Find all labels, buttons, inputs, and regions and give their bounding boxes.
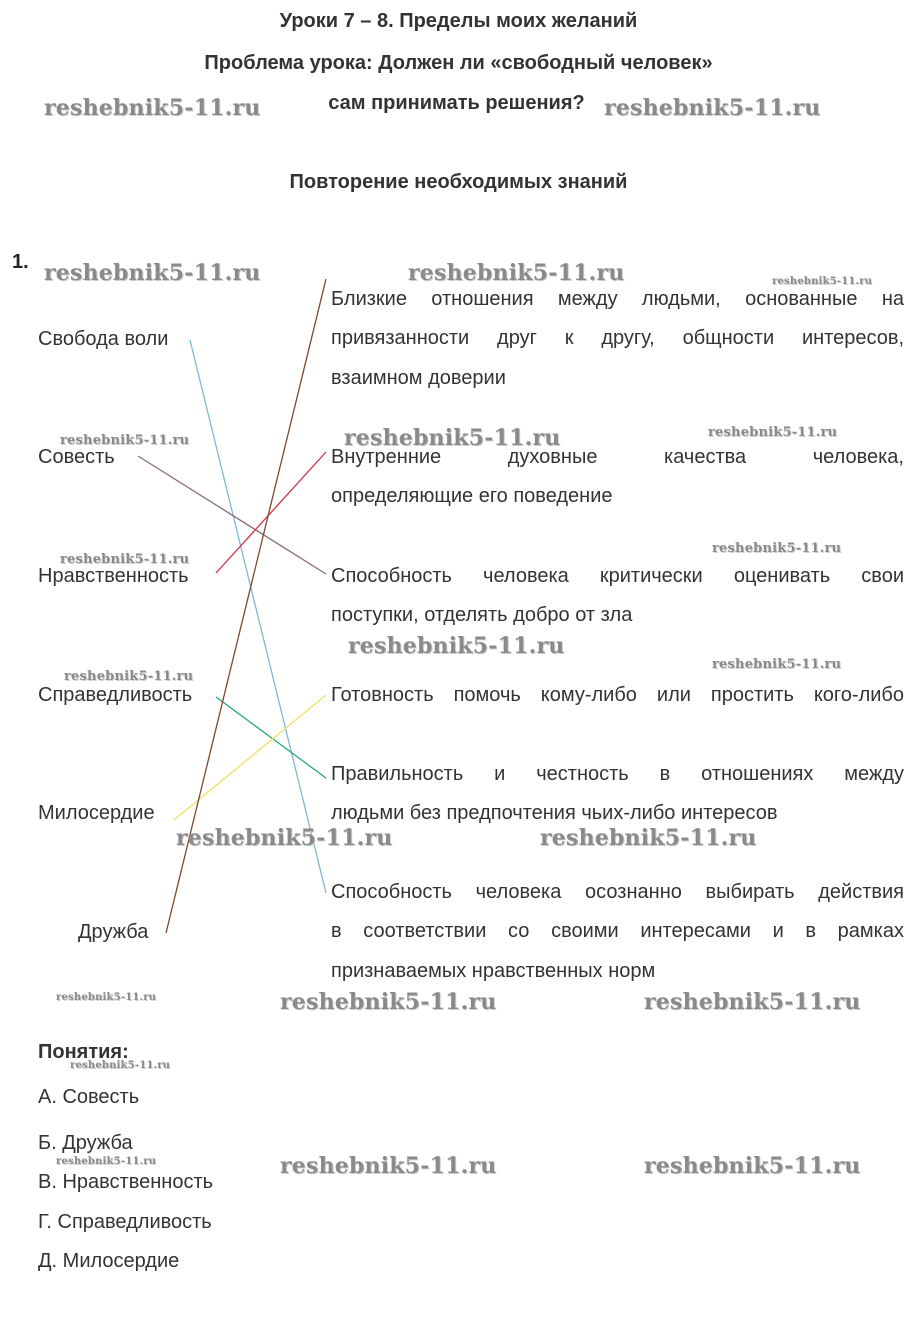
concept-spravedlivost: Справедливость	[38, 684, 193, 706]
watermark: reshebnik5-11.ru	[348, 633, 565, 659]
concept-druzhba: Дружба	[78, 921, 149, 943]
definition-5-line: людьми без предпочтения чьих-либо интересов	[331, 802, 778, 825]
concept-list-item: Д. Милосердие	[38, 1250, 180, 1272]
watermark: reshebnik5-11.ru	[280, 989, 497, 1015]
watermark: reshebnik5-11.ru	[644, 989, 861, 1015]
lesson-problem-line2: сам принимать решения?	[328, 92, 585, 114]
concept-sovest: Совесть	[38, 446, 115, 468]
lesson-problem-line1: Проблема урока: Должен ли «свободный человек»	[204, 52, 713, 74]
concepts-heading: Понятия:	[38, 1041, 129, 1063]
definition-3-line: Способность человека критически оценивать свои	[331, 565, 904, 587]
watermark: reshebnik5-11.ru	[60, 552, 190, 567]
watermark: reshebnik5-11.ru	[64, 669, 194, 684]
definition-3-line: поступки, отделять добро от зла	[331, 604, 633, 627]
watermark: reshebnik5-11.ru	[44, 95, 261, 121]
watermark: reshebnik5-11.ru	[644, 1153, 861, 1179]
watermark: reshebnik5-11.ru	[56, 992, 157, 1003]
lesson-title: Уроки 7 – 8. Пределы моих желаний	[279, 10, 638, 32]
watermark: reshebnik5-11.ru	[70, 1060, 171, 1071]
concept-nravstvennost: Нравственность	[38, 565, 189, 587]
definition-6-line: в соответствии со своими интересами и в рамках	[331, 920, 904, 943]
watermark: reshebnik5-11.ru	[712, 541, 842, 556]
watermark: reshebnik5-11.ru	[56, 1156, 157, 1167]
concept-list-item: А. Совесть	[38, 1086, 140, 1108]
line-svoboda-voli	[190, 340, 326, 893]
concept-miloserdie: Милосердие	[38, 802, 155, 824]
watermark: reshebnik5-11.ru	[712, 657, 842, 672]
definition-2-line: определяющие его поведение	[331, 485, 613, 508]
watermark: reshebnik5-11.ru	[176, 825, 393, 851]
definition-2-line: Внутренние духовные качества человека,	[331, 446, 904, 468]
watermark: reshebnik5-11.ru	[44, 260, 261, 286]
definition-5-line: Правильность и честность в отношениях между	[331, 763, 904, 785]
watermark: reshebnik5-11.ru	[280, 1153, 497, 1179]
concept-svoboda-voli: Свобода воли	[38, 328, 169, 350]
watermark: reshebnik5-11.ru	[408, 260, 625, 286]
task-number: 1.	[12, 251, 29, 273]
section-heading: Повторение необходимых знаний	[289, 171, 628, 193]
watermark: reshebnik5-11.ru	[772, 276, 873, 287]
definition-1-line: взаимном доверии	[331, 366, 506, 389]
watermark: reshebnik5-11.ru	[540, 825, 757, 851]
watermark: reshebnik5-11.ru	[60, 433, 190, 448]
definition-6-line: Способность человека осознанно выбирать действия	[331, 881, 904, 903]
definition-6-line: признаваемых нравственных норм	[331, 959, 656, 982]
concept-list-item: Г. Справедливость	[38, 1211, 212, 1233]
definition-4-line: Готовность помочь кому-либо или простить кого-либо	[331, 684, 904, 706]
definition-1-line: привязанности друг к другу, общности интересов,	[331, 327, 904, 350]
definition-1-line: Близкие отношения между людьми, основанные на	[331, 288, 904, 310]
concept-list-item: Б. Дружба	[38, 1132, 133, 1154]
watermark: reshebnik5-11.ru	[604, 95, 821, 121]
concept-list-item: В. Нравственность	[38, 1171, 214, 1193]
watermark: reshebnik5-11.ru	[344, 425, 561, 451]
watermark: reshebnik5-11.ru	[708, 425, 838, 440]
